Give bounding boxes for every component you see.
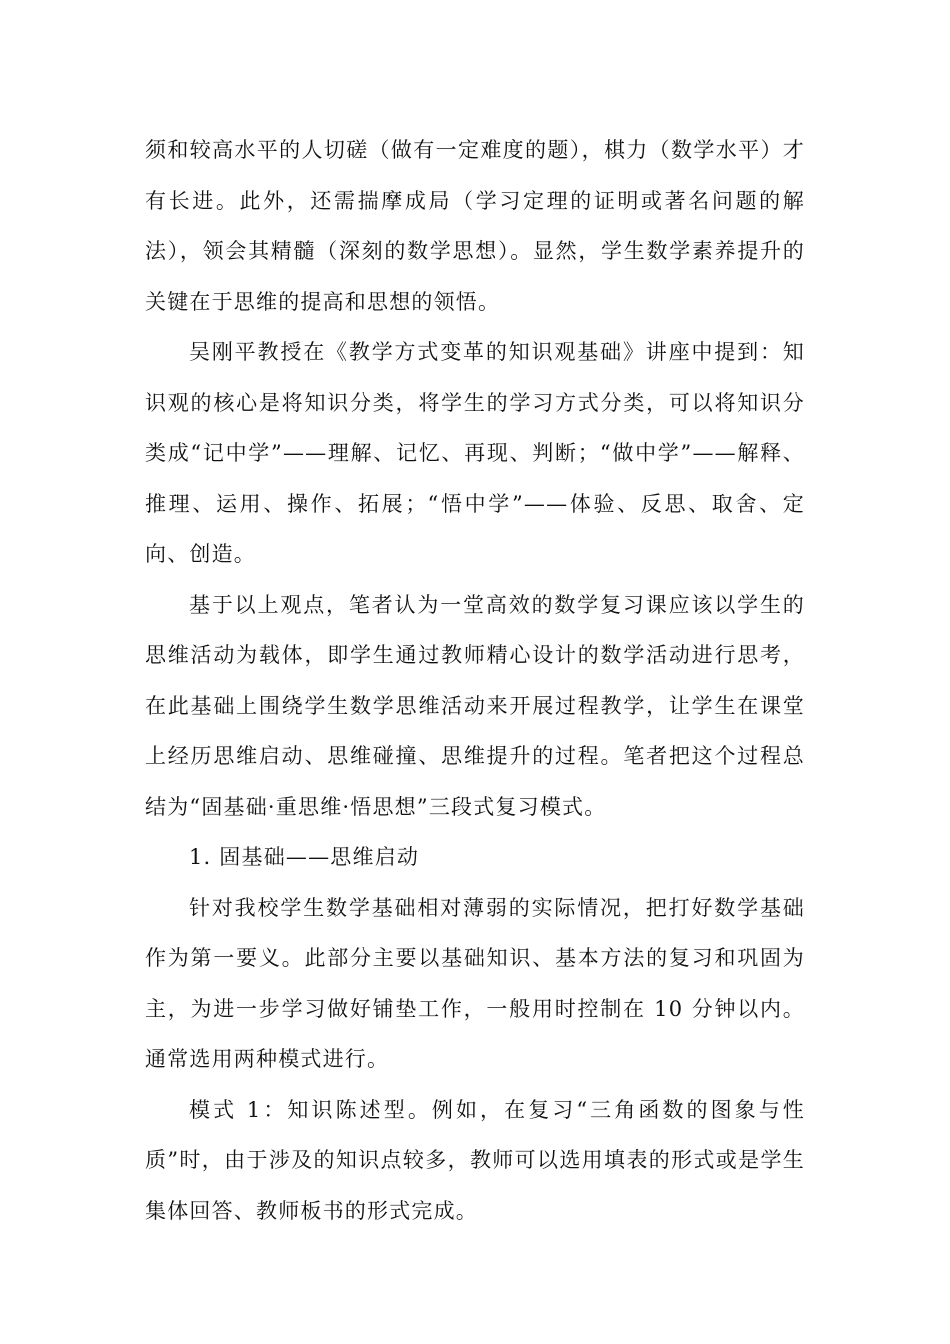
paragraph-foundation: 针对我校学生数学基础相对薄弱的实际情况，把打好数学基础作为第一要义。此部分主要以基础知识、基本方法的复习和巩固为主，为进一步学习做好铺垫工作，一般用时控制在 10 分钟以内。通常选用两种模式进行。	[145, 895, 805, 1071]
paragraph-mode-1: 模式 1：知识陈述型。例如，在复习“三角函数的图象与性质”时，由于涉及的知识点较多，教师可以选用填表的形式或是学生集体回答、教师板书的形式完成。	[145, 1097, 805, 1223]
paragraph-continuation: 须和较高水平的人切磋（做有一定难度的题），棋力（数学水平）才有长进。此外，还需揣摩成局（学习定理的证明或著名问题的解法），领会其精髓（深刻的数学思想）。显然，学生数学素养提升的关键在于思维的提高和思想的领悟。	[145, 138, 805, 314]
section-heading-foundation: 1. 固基础——思维启动	[189, 845, 420, 869]
document-body	[145, 125, 805, 1236]
paragraph-review-model: 基于以上观点，笔者认为一堂高效的数学复习课应该以学生的思维活动为载体，即学生通过教师精心设计的数学活动进行思考，在此基础上围绕学生数学思维活动来开展过程教学，让学生在课堂上经历思维启动、思维碰撞、思维提升的过程。笔者把这个过程总结为“固基础·重思维·悟思想”三段式复习模式。	[145, 592, 805, 819]
paragraph-knowledge-view: 吴刚平教授在《教学方式变革的知识观基础》讲座中提到：知识观的核心是将知识分类，将学生的学习方式分类，可以将知识分类成“记中学”——理解、记忆、再现、判断；“做中学”——解释、推理、运用、操作、拓展；“悟中学”——体验、反思、取舍、定向、创造。	[145, 340, 805, 566]
